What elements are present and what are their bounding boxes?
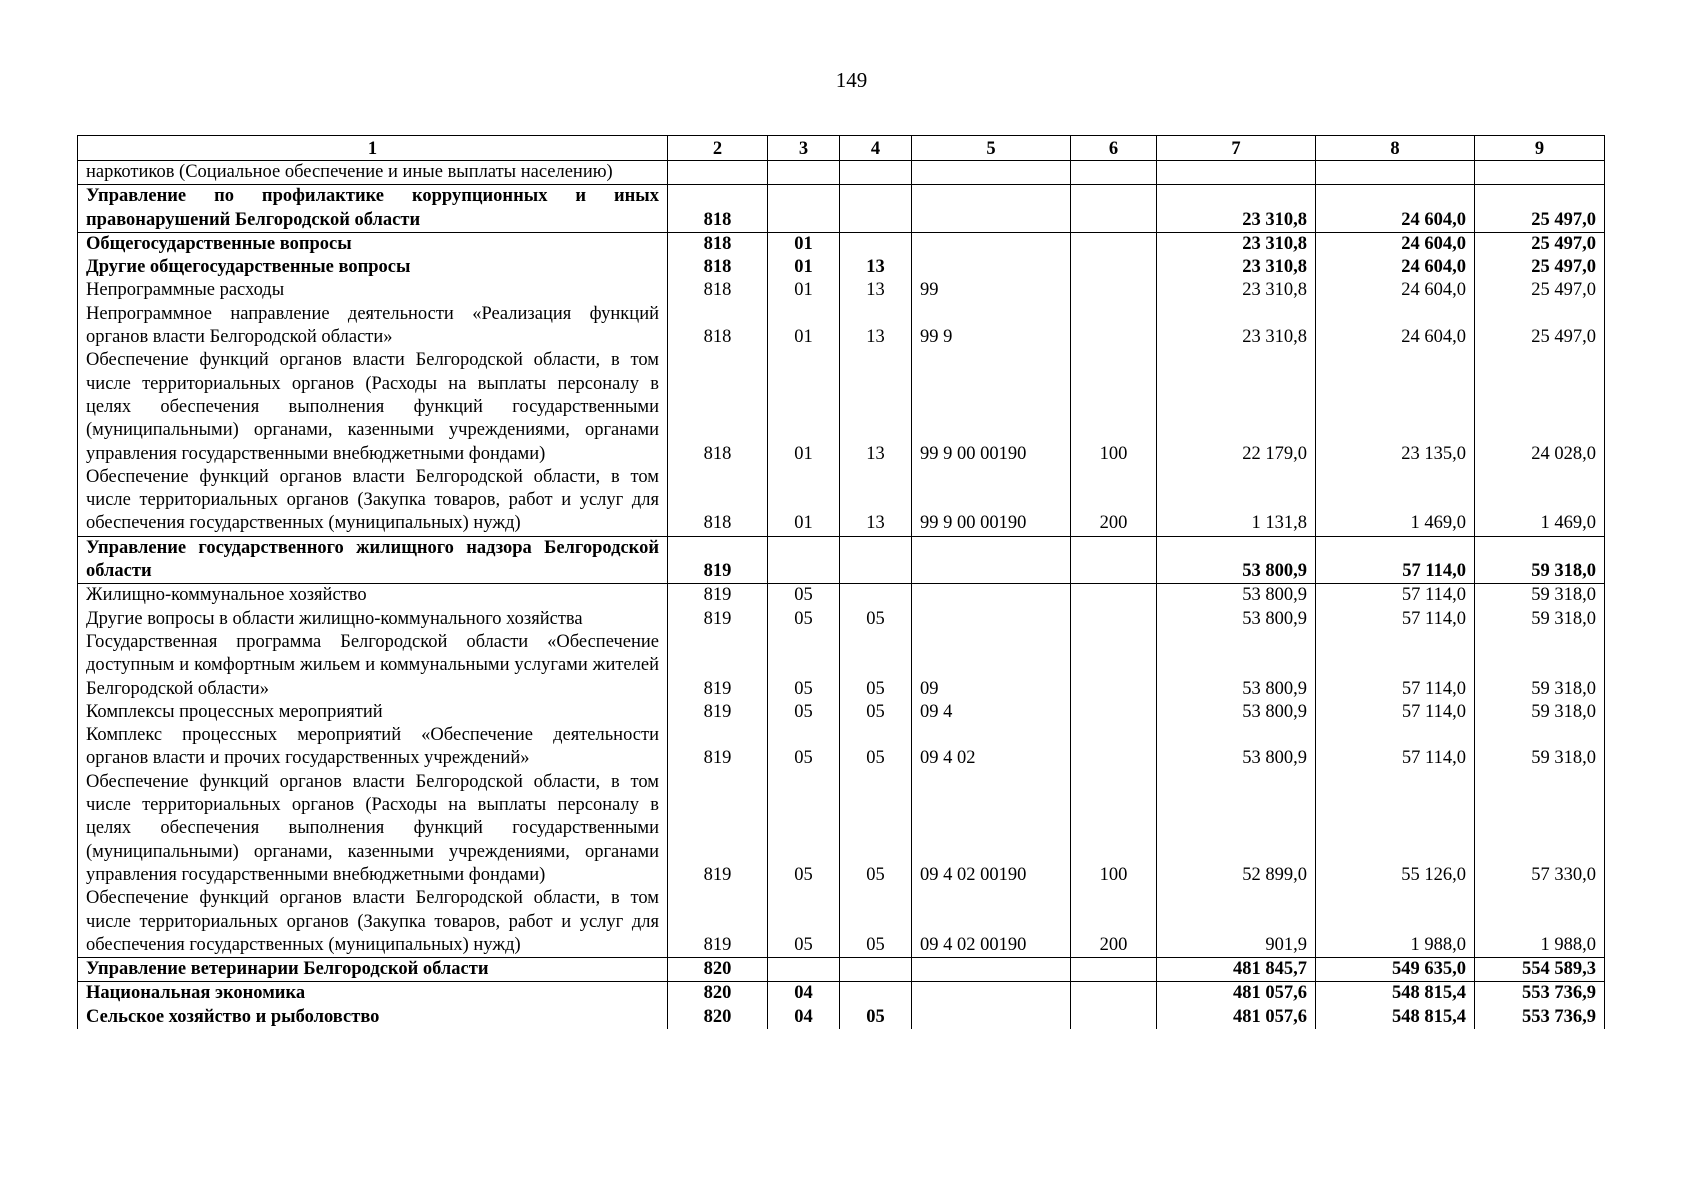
section-code: 05: [768, 701, 840, 724]
subsection-code: [840, 232, 912, 256]
amount-year-3: 25 497,0: [1475, 185, 1605, 233]
amount-year-2: 57 114,0: [1316, 608, 1475, 631]
target-article-code: [912, 536, 1071, 584]
ministry-code: 819: [668, 536, 768, 584]
target-article-code: 09 4 02 00190: [912, 887, 1071, 957]
subsection-code: 13: [840, 303, 912, 350]
expense-type-code: 100: [1071, 771, 1157, 887]
section-code: [768, 958, 840, 982]
column-header: 7: [1157, 136, 1316, 161]
budget-table: [77, 135, 1605, 1029]
table-row: [78, 701, 1605, 724]
column-header: 3: [768, 136, 840, 161]
column-header: 4: [840, 136, 912, 161]
section-code: 05: [768, 887, 840, 957]
target-article-code: [912, 982, 1071, 1006]
column-header: 2: [668, 136, 768, 161]
amount-year-3: [1475, 161, 1605, 185]
table-row: [78, 982, 1605, 1006]
subsection-code: [840, 958, 912, 982]
target-article-code: 09: [912, 631, 1071, 701]
row-description: Непрограммное направление деятельности «Реализация функций органов власти Белгородской области»: [78, 303, 668, 350]
subsection-code: 13: [840, 466, 912, 536]
target-article-code: 09 4 02 00190: [912, 771, 1071, 887]
amount-year-2: 549 635,0: [1316, 958, 1475, 982]
expense-type-code: [1071, 982, 1157, 1006]
amount-year-3: 1 469,0: [1475, 466, 1605, 536]
table-row: [78, 771, 1605, 887]
table-row: [78, 256, 1605, 279]
target-article-code: [912, 256, 1071, 279]
table-row: [78, 232, 1605, 256]
expense-type-code: [1071, 701, 1157, 724]
column-header: 5: [912, 136, 1071, 161]
section-code: 01: [768, 279, 840, 302]
amount-year-2: 55 126,0: [1316, 771, 1475, 887]
subsection-code: [840, 982, 912, 1006]
amount-year-2: 24 604,0: [1316, 279, 1475, 302]
subsection-code: 05: [840, 631, 912, 701]
column-header: 1: [78, 136, 668, 161]
target-article-code: [912, 584, 1071, 608]
section-code: 05: [768, 771, 840, 887]
amount-year-1: 481 845,7: [1157, 958, 1316, 982]
table-row: [78, 608, 1605, 631]
expense-type-code: [1071, 958, 1157, 982]
section-code: [768, 185, 840, 233]
table-row: [78, 958, 1605, 982]
subsection-code: [840, 161, 912, 185]
expense-type-code: [1071, 536, 1157, 584]
target-article-code: [912, 958, 1071, 982]
expense-type-code: [1071, 608, 1157, 631]
amount-year-1: 52 899,0: [1157, 771, 1316, 887]
target-article-code: 99 9 00 00190: [912, 349, 1071, 465]
amount-year-2: 57 114,0: [1316, 701, 1475, 724]
row-description: Национальная экономика: [78, 982, 668, 1006]
expense-type-code: [1071, 232, 1157, 256]
row-description: Общегосударственные вопросы: [78, 232, 668, 256]
amount-year-3: 59 318,0: [1475, 584, 1605, 608]
section-code: [768, 161, 840, 185]
table-row: [78, 724, 1605, 771]
subsection-code: 13: [840, 256, 912, 279]
subsection-code: 05: [840, 701, 912, 724]
subsection-code: 05: [840, 887, 912, 957]
expense-type-code: [1071, 161, 1157, 185]
amount-year-3: 1 988,0: [1475, 887, 1605, 957]
ministry-code: 820: [668, 958, 768, 982]
row-description: наркотиков (Социальное обеспечение и иные выплаты населению): [78, 161, 668, 185]
amount-year-3: 25 497,0: [1475, 232, 1605, 256]
row-description: Управление государственного жилищного надзора Белгородской области: [78, 536, 668, 584]
ministry-code: 818: [668, 466, 768, 536]
ministry-code: 819: [668, 584, 768, 608]
target-article-code: [912, 1006, 1071, 1029]
column-header: 8: [1316, 136, 1475, 161]
ministry-code: 818: [668, 185, 768, 233]
amount-year-3: 25 497,0: [1475, 279, 1605, 302]
section-code: 05: [768, 724, 840, 771]
row-description: Жилищно-коммунальное хозяйство: [78, 584, 668, 608]
ministry-code: 819: [668, 887, 768, 957]
ministry-code: 820: [668, 982, 768, 1006]
ministry-code: 818: [668, 232, 768, 256]
section-code: 01: [768, 349, 840, 465]
target-article-code: [912, 608, 1071, 631]
amount-year-3: 59 318,0: [1475, 724, 1605, 771]
row-description: Другие вопросы в области жилищно-коммунального хозяйства: [78, 608, 668, 631]
amount-year-3: 59 318,0: [1475, 631, 1605, 701]
expense-type-code: [1071, 279, 1157, 302]
amount-year-1: 1 131,8: [1157, 466, 1316, 536]
amount-year-1: 23 310,8: [1157, 232, 1316, 256]
amount-year-1: 53 800,9: [1157, 701, 1316, 724]
section-code: 05: [768, 584, 840, 608]
ministry-code: 819: [668, 631, 768, 701]
table-row: [78, 584, 1605, 608]
amount-year-3: 59 318,0: [1475, 536, 1605, 584]
amount-year-2: 1 469,0: [1316, 466, 1475, 536]
amount-year-1: 53 800,9: [1157, 631, 1316, 701]
expense-type-code: [1071, 303, 1157, 350]
section-code: 05: [768, 608, 840, 631]
amount-year-2: 1 988,0: [1316, 887, 1475, 957]
subsection-code: 13: [840, 349, 912, 465]
target-article-code: 99 9: [912, 303, 1071, 350]
amount-year-1: 53 800,9: [1157, 724, 1316, 771]
table-row: [78, 1006, 1605, 1029]
column-number-row: [78, 136, 1605, 161]
amount-year-1: 23 310,8: [1157, 185, 1316, 233]
ministry-code: 818: [668, 303, 768, 350]
row-description: Обеспечение функций органов власти Белгородской области, в том числе территориальных органов (Расходы на выплаты персоналу в целях обеспечения выполнения функций государственными (муниципальными) органами, казенными учреждениями, органами управления государственными внебюджетными фондами): [78, 771, 668, 887]
expense-type-code: 200: [1071, 466, 1157, 536]
amount-year-3: 57 330,0: [1475, 771, 1605, 887]
amount-year-1: 23 310,8: [1157, 256, 1316, 279]
column-header: 9: [1475, 136, 1605, 161]
expense-type-code: [1071, 724, 1157, 771]
amount-year-3: 24 028,0: [1475, 349, 1605, 465]
section-code: 01: [768, 232, 840, 256]
amount-year-1: 23 310,8: [1157, 303, 1316, 350]
amount-year-3: 59 318,0: [1475, 701, 1605, 724]
amount-year-2: 24 604,0: [1316, 256, 1475, 279]
amount-year-2: 548 815,4: [1316, 1006, 1475, 1029]
amount-year-1: 53 800,9: [1157, 584, 1316, 608]
amount-year-3: 553 736,9: [1475, 982, 1605, 1006]
amount-year-1: 23 310,8: [1157, 279, 1316, 302]
subsection-code: 13: [840, 279, 912, 302]
subsection-code: [840, 185, 912, 233]
amount-year-3: 554 589,3: [1475, 958, 1605, 982]
table-body: [78, 161, 1605, 1029]
row-description: Комплексы процессных мероприятий: [78, 701, 668, 724]
target-article-code: [912, 185, 1071, 233]
section-code: [768, 536, 840, 584]
amount-year-2: [1316, 161, 1475, 185]
target-article-code: 09 4 02: [912, 724, 1071, 771]
expense-type-code: 200: [1071, 887, 1157, 957]
amount-year-1: 53 800,9: [1157, 608, 1316, 631]
amount-year-3: 25 497,0: [1475, 303, 1605, 350]
table-row: [78, 349, 1605, 465]
amount-year-1: [1157, 161, 1316, 185]
amount-year-2: 57 114,0: [1316, 724, 1475, 771]
amount-year-3: 59 318,0: [1475, 608, 1605, 631]
table-row: [78, 185, 1605, 233]
amount-year-2: 57 114,0: [1316, 631, 1475, 701]
ministry-code: 819: [668, 701, 768, 724]
ministry-code: 819: [668, 771, 768, 887]
row-description: Обеспечение функций органов власти Белгородской области, в том числе территориальных органов (Закупка товаров, работ и услуг для обеспечения государственных (муниципальных) нужд): [78, 466, 668, 536]
section-code: 01: [768, 466, 840, 536]
target-article-code: [912, 161, 1071, 185]
section-code: 04: [768, 982, 840, 1006]
amount-year-3: 553 736,9: [1475, 1006, 1605, 1029]
amount-year-1: 481 057,6: [1157, 1006, 1316, 1029]
ministry-code: [668, 161, 768, 185]
table-row: [78, 303, 1605, 350]
expense-type-code: 100: [1071, 349, 1157, 465]
row-description: Управление ветеринарии Белгородской области: [78, 958, 668, 982]
amount-year-2: 57 114,0: [1316, 584, 1475, 608]
amount-year-1: 22 179,0: [1157, 349, 1316, 465]
subsection-code: [840, 536, 912, 584]
ministry-code: 818: [668, 256, 768, 279]
section-code: 01: [768, 256, 840, 279]
amount-year-2: 24 604,0: [1316, 232, 1475, 256]
row-description: Государственная программа Белгородской области «Обеспечение доступным и комфортным жильем и коммунальными услугами жителей Белгородской области»: [78, 631, 668, 701]
section-code: 04: [768, 1006, 840, 1029]
target-article-code: 09 4: [912, 701, 1071, 724]
amount-year-2: 57 114,0: [1316, 536, 1475, 584]
row-description: Сельское хозяйство и рыболовство: [78, 1006, 668, 1029]
expense-type-code: [1071, 584, 1157, 608]
amount-year-2: 23 135,0: [1316, 349, 1475, 465]
row-description: Непрограммные расходы: [78, 279, 668, 302]
column-header: 6: [1071, 136, 1157, 161]
row-description: Обеспечение функций органов власти Белгородской области, в том числе территориальных органов (Расходы на выплаты персоналу в целях обеспечения выполнения функций государственными (муниципальными) органами, казенными учреждениями, органами управления государственными внебюджетными фондами): [78, 349, 668, 465]
page-number: 149: [835, 68, 868, 92]
target-article-code: 99 9 00 00190: [912, 466, 1071, 536]
ministry-code: 820: [668, 1006, 768, 1029]
ministry-code: 818: [668, 279, 768, 302]
row-description: Обеспечение функций органов власти Белгородской области, в том числе территориальных органов (Закупка товаров, работ и услуг для обеспечения государственных (муниципальных) нужд): [78, 887, 668, 957]
table-row: [78, 161, 1605, 185]
target-article-code: [912, 232, 1071, 256]
table-row: [78, 631, 1605, 701]
table-row: [78, 279, 1605, 302]
amount-year-2: 548 815,4: [1316, 982, 1475, 1006]
subsection-code: 05: [840, 1006, 912, 1029]
table-row: [78, 536, 1605, 584]
section-code: 01: [768, 303, 840, 350]
row-description: Другие общегосударственные вопросы: [78, 256, 668, 279]
table-row: [78, 887, 1605, 957]
amount-year-1: 901,9: [1157, 887, 1316, 957]
expense-type-code: [1071, 631, 1157, 701]
ministry-code: 819: [668, 608, 768, 631]
subsection-code: [840, 584, 912, 608]
amount-year-2: 24 604,0: [1316, 185, 1475, 233]
expense-type-code: [1071, 256, 1157, 279]
table-row: [78, 466, 1605, 536]
amount-year-1: 53 800,9: [1157, 536, 1316, 584]
subsection-code: 05: [840, 771, 912, 887]
amount-year-1: 481 057,6: [1157, 982, 1316, 1006]
subsection-code: 05: [840, 608, 912, 631]
ministry-code: 818: [668, 349, 768, 465]
row-description: Управление по профилактике коррупционных и иных правонарушений Белгородской области: [78, 185, 668, 233]
amount-year-2: 24 604,0: [1316, 303, 1475, 350]
subsection-code: 05: [840, 724, 912, 771]
amount-year-3: 25 497,0: [1475, 256, 1605, 279]
ministry-code: 819: [668, 724, 768, 771]
section-code: 05: [768, 631, 840, 701]
expense-type-code: [1071, 185, 1157, 233]
expense-type-code: [1071, 1006, 1157, 1029]
row-description: Комплекс процессных мероприятий «Обеспечение деятельности органов власти и прочих государственных учреждений»: [78, 724, 668, 771]
target-article-code: 99: [912, 279, 1071, 302]
